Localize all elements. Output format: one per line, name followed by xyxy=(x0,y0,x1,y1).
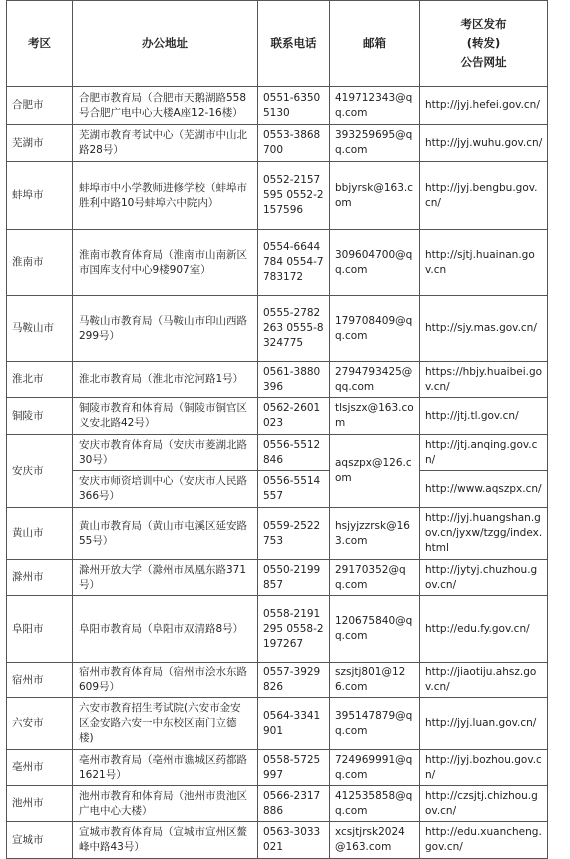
cell-url[interactable]: http://sjy.mas.gov.cn/ xyxy=(420,296,548,362)
cell-url[interactable]: http://edu.fy.gov.cn/ xyxy=(420,596,548,663)
table-row xyxy=(7,596,548,663)
cell-address: 安庆市师资培训中心（安庆市人民路366号） xyxy=(73,471,258,508)
table-row xyxy=(7,398,548,435)
cell-address: 亳州市教育局（亳州市谯城区药都路1621号） xyxy=(73,750,258,786)
cell-email[interactable]: tlsjszx@163.com xyxy=(330,398,420,435)
cell-phone: 0561-3880396 xyxy=(258,362,330,398)
cell-phone: 0562-2601023 xyxy=(258,398,330,435)
cell-email[interactable]: 120675840@qq.com xyxy=(330,596,420,663)
table-row xyxy=(7,125,548,162)
header-address: 办公地址 xyxy=(73,1,258,87)
table-row xyxy=(7,471,548,508)
cell-address: 马鞍山市教育局（马鞍山市印山西路299号） xyxy=(73,296,258,362)
cell-address: 铜陵市教育和体育局（铜陵市铜官区义安北路42号） xyxy=(73,398,258,435)
cell-url[interactable]: http://jtj.tl.gov.cn/ xyxy=(420,398,548,435)
cell-email[interactable]: hsjyjzzrsk@163.com xyxy=(330,508,420,560)
header-phone: 联系电话 xyxy=(258,1,330,87)
cell-area: 宿州市 xyxy=(7,663,73,698)
table-row xyxy=(7,162,548,230)
cell-url[interactable]: http://jyj.bozhou.gov.cn/ xyxy=(420,750,548,786)
cell-area: 滁州市 xyxy=(7,560,73,596)
cell-phone: 0559-2522753 xyxy=(258,508,330,560)
cell-area: 淮南市 xyxy=(7,230,73,296)
cell-email[interactable]: 309604700@qq.com xyxy=(330,230,420,296)
cell-area: 亳州市 xyxy=(7,750,73,786)
cell-email[interactable]: aqszpx@126.com xyxy=(330,435,420,508)
table-row xyxy=(7,362,548,398)
cell-url[interactable]: http://jyj.bengbu.gov.cn/ xyxy=(420,162,548,230)
cell-area: 铜陵市 xyxy=(7,398,73,435)
cell-address: 宣城市教育体育局（宣城市宣州区鳌峰中路43号） xyxy=(73,822,258,859)
table-row xyxy=(7,435,548,471)
cell-email[interactable]: xcsjtjrsk2024@163.com xyxy=(330,822,420,859)
cell-phone: 0551-63505130 xyxy=(258,87,330,125)
cell-address: 六安市教育招生考试院(六安市金安区金安路六安一中东校区南门立德楼) xyxy=(73,698,258,750)
header-url-line2: (转发) xyxy=(466,36,501,50)
cell-area: 淮北市 xyxy=(7,362,73,398)
cell-area: 合肥市 xyxy=(7,87,73,125)
table-row xyxy=(7,560,548,596)
header-url-line3: 公告网址 xyxy=(460,55,507,69)
cell-area: 芜湖市 xyxy=(7,125,73,162)
cell-area: 阜阳市 xyxy=(7,596,73,663)
cell-phone: 0563-3033021 xyxy=(258,822,330,859)
cell-phone: 0554-6644784 0554-7783172 xyxy=(258,230,330,296)
cell-url[interactable]: http://jiaotiju.ahsz.gov.cn/ xyxy=(420,663,548,698)
header-email: 邮箱 xyxy=(330,1,420,87)
cell-address: 合肥市教育局（合肥市天鹅湖路558号合肥广电中心大楼A座12-16楼） xyxy=(73,87,258,125)
cell-area: 蚌埠市 xyxy=(7,162,73,230)
cell-email[interactable]: szsjtj801@126.com xyxy=(330,663,420,698)
cell-phone: 0556-5514557 xyxy=(258,471,330,508)
cell-url[interactable]: http://jyj.hefei.gov.cn/ xyxy=(420,87,548,125)
table-header-row xyxy=(7,1,548,87)
cell-url[interactable]: http://jyj.wuhu.gov.cn/ xyxy=(420,125,548,162)
cell-email[interactable]: 412535858@qq.com xyxy=(330,786,420,822)
exam-area-table xyxy=(6,0,548,859)
cell-url[interactable]: http://jyj.huangshan.gov.cn/jyxw/tzgg/index.html xyxy=(420,508,548,560)
cell-url[interactable]: http://edu.xuancheng.gov.cn/ xyxy=(420,822,548,859)
cell-address: 淮北市教育局（淮北市沱河路1号） xyxy=(73,362,258,398)
table-row xyxy=(7,230,548,296)
header-url-line1: 考区发布 xyxy=(460,17,507,31)
table-row xyxy=(7,698,548,750)
cell-area: 六安市 xyxy=(7,698,73,750)
cell-phone: 0558-2191295 0558-2197267 xyxy=(258,596,330,663)
table-row xyxy=(7,87,548,125)
cell-address: 安庆市教育体育局（安庆市菱湖北路30号） xyxy=(73,435,258,471)
table-row xyxy=(7,822,548,859)
cell-address: 淮南市教育体育局（淮南市山南新区市国库支付中心9楼907室） xyxy=(73,230,258,296)
cell-url[interactable]: http://czsjtj.chizhou.gov.cn/ xyxy=(420,786,548,822)
cell-area: 马鞍山市 xyxy=(7,296,73,362)
cell-phone: 0566-2317886 xyxy=(258,786,330,822)
cell-address: 池州市教育和体育局（池州市贵池区广电中心大楼） xyxy=(73,786,258,822)
cell-email[interactable]: 395147879@qq.com xyxy=(330,698,420,750)
cell-address: 蚌埠市中小学教师进修学校（蚌埠市胜利中路10号蚌埠六中院内） xyxy=(73,162,258,230)
cell-phone: 0556-5512846 xyxy=(258,435,330,471)
cell-email[interactable]: bbjyrsk@163.com xyxy=(330,162,420,230)
table-row xyxy=(7,508,548,560)
cell-url[interactable]: http://jtj.anqing.gov.cn/ xyxy=(420,435,548,471)
cell-area: 安庆市 xyxy=(7,435,73,508)
cell-email[interactable]: 2794793425@qq.com xyxy=(330,362,420,398)
cell-phone: 0564-3341901 xyxy=(258,698,330,750)
cell-phone: 0553-3868700 xyxy=(258,125,330,162)
cell-email[interactable]: 179708409@qq.com xyxy=(330,296,420,362)
cell-address: 宿州市教育体育局（宿州市浍水东路609号） xyxy=(73,663,258,698)
cell-area: 黄山市 xyxy=(7,508,73,560)
cell-url[interactable]: http://jytyj.chuzhou.gov.cn/ xyxy=(420,560,548,596)
cell-phone: 0552-2157595 0552-2157596 xyxy=(258,162,330,230)
cell-url[interactable]: http://sjtj.huainan.gov.cn xyxy=(420,230,548,296)
cell-phone: 0550-2199857 xyxy=(258,560,330,596)
cell-phone: 0555-2782263 0555-8324775 xyxy=(258,296,330,362)
cell-area: 宣城市 xyxy=(7,822,73,859)
cell-address: 滁州开放大学（滁州市凤凰东路371号） xyxy=(73,560,258,596)
header-url xyxy=(420,1,548,87)
cell-email[interactable]: 29170352@qq.com xyxy=(330,560,420,596)
cell-url[interactable]: https://hbjy.huaibei.gov.cn/ xyxy=(420,362,548,398)
table-row xyxy=(7,750,548,786)
table-row xyxy=(7,786,548,822)
header-area: 考区 xyxy=(7,1,73,87)
table-row xyxy=(7,296,548,362)
table-row xyxy=(7,663,548,698)
cell-address: 阜阳市教育局（阜阳市双清路8号） xyxy=(73,596,258,663)
cell-email[interactable]: 393259695@qq.com xyxy=(330,125,420,162)
cell-email[interactable]: 419712343@qq.com xyxy=(330,87,420,125)
cell-address: 黄山市教育局（黄山市屯溪区延安路55号） xyxy=(73,508,258,560)
cell-phone: 0558-5725997 xyxy=(258,750,330,786)
cell-phone: 0557-3929826 xyxy=(258,663,330,698)
cell-area: 池州市 xyxy=(7,786,73,822)
cell-address: 芜湖市教育考试中心（芜湖市中山北路28号） xyxy=(73,125,258,162)
cell-url[interactable]: http://jyj.luan.gov.cn/ xyxy=(420,698,548,750)
cell-url[interactable]: http://www.aqszpx.cn/ xyxy=(420,471,548,508)
cell-email[interactable]: 724969991@qq.com xyxy=(330,750,420,786)
